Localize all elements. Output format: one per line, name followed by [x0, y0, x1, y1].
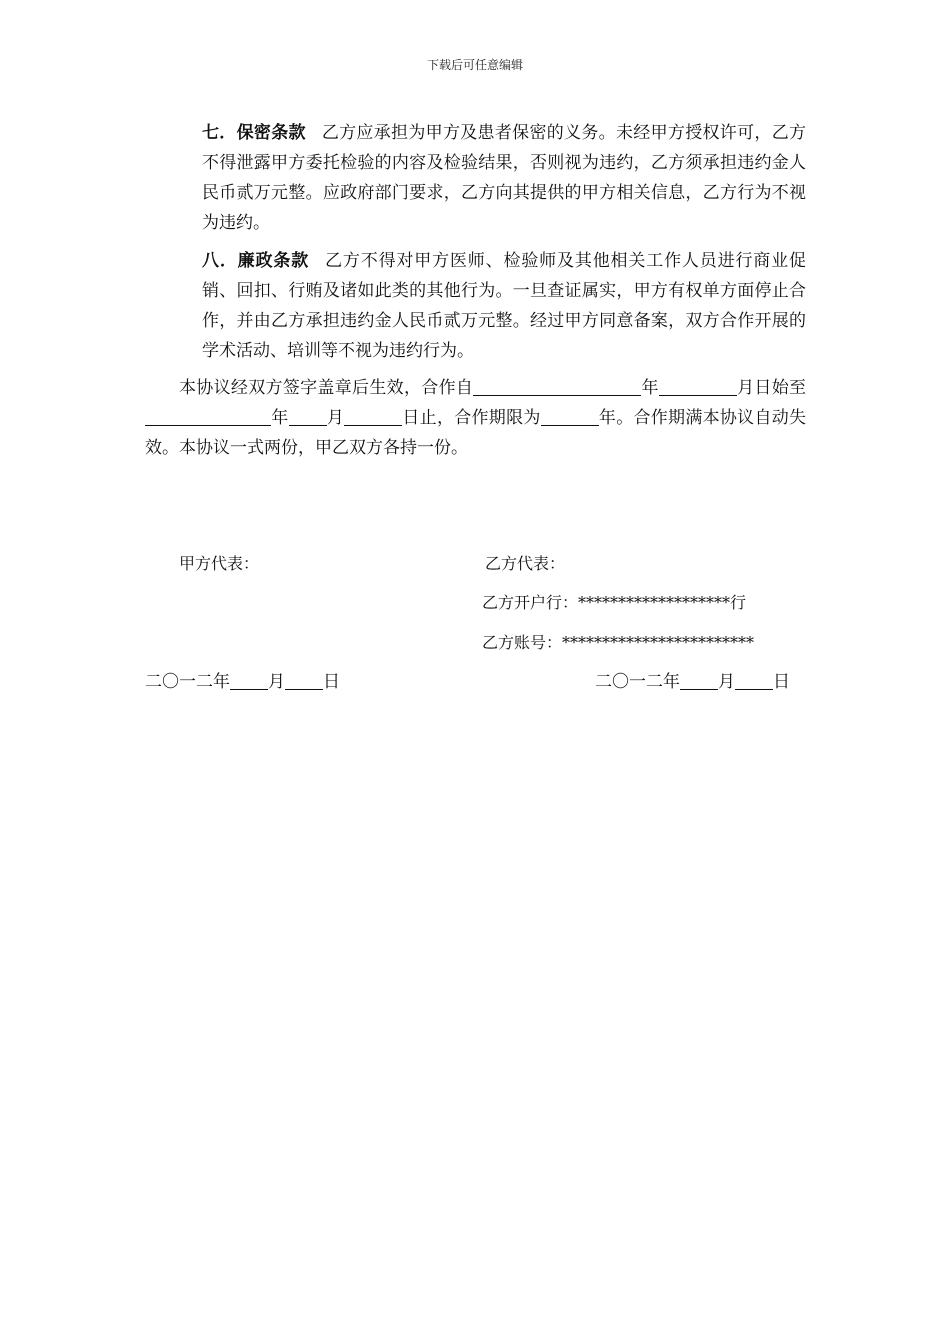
party-b-representative: 乙方代表： — [485, 554, 566, 573]
party-a-representative: 甲方代表： — [179, 554, 260, 573]
term-text: 年 — [271, 408, 289, 428]
party-b-account — [482, 632, 754, 654]
party-b-bank — [482, 592, 746, 614]
start-year-blank[interactable] — [473, 377, 641, 396]
term-text: 日止，合作期限为 — [402, 408, 541, 428]
clause-body: 乙方应承担为甲方及患者保密的义务。未经甲方授权许可，乙方不得泄露甲方委托检验的内容及检验结果，否则视为违约，乙方须承担违约金人民币贰万元整。应政府部门要求，乙方向其提供的甲方相关信息，乙方行为不视为违约。 — [202, 123, 807, 233]
day-blank[interactable] — [735, 671, 773, 690]
end-year-blank[interactable] — [145, 407, 271, 426]
bank-label: 乙方开户行： — [482, 593, 579, 612]
term-text: 本协议经双方签字盖章后生效，合作自 — [179, 378, 474, 398]
term-text: 月日始至 — [736, 378, 807, 398]
clause-confidentiality — [202, 118, 806, 238]
clause-body: 乙方不得对甲方医师、检验师及其他相关工作人员进行商业促销、回扣、行贿及诸如此类的其他行为。一旦查证属实，甲方有权单方面停止合作，并由乙方承担违约金人民币贰万元整。经过甲方同意备案，双方合作开展的学术活动、培训等不视为违约行为。 — [202, 251, 806, 361]
term-text: 月 — [326, 408, 345, 428]
day-blank[interactable] — [285, 671, 323, 690]
clause-title: 七．保密条款 — [202, 123, 306, 143]
page-header: 下载后可任意编辑 — [426, 58, 523, 72]
date-year: 二〇一二年 — [145, 672, 230, 692]
clause-title: 八．廉政条款 — [202, 251, 310, 271]
account-value: ************************ — [562, 633, 755, 652]
start-month-blank[interactable] — [659, 377, 737, 396]
date-year: 二〇一二年 — [595, 672, 680, 692]
bank-value: *******************行 — [578, 593, 747, 612]
account-label: 乙方账号： — [482, 633, 563, 652]
end-month-blank[interactable] — [289, 407, 327, 426]
month-blank[interactable] — [680, 671, 718, 690]
end-day-blank[interactable] — [344, 407, 402, 426]
month-blank[interactable] — [230, 671, 268, 690]
date-day: 日 — [773, 672, 790, 692]
date-month: 月 — [268, 672, 285, 692]
clause-integrity — [202, 246, 806, 366]
term-text: 年。合作期满本协议自动失效。本协议一式两份，甲乙双方各持一份。 — [145, 408, 807, 458]
term-paragraph — [145, 373, 806, 463]
term-text: 年 — [641, 378, 659, 398]
party-a-date — [145, 671, 340, 693]
date-month: 月 — [718, 672, 735, 692]
date-day: 日 — [323, 672, 340, 692]
term-years-blank[interactable] — [541, 407, 599, 426]
party-b-date — [595, 671, 790, 693]
